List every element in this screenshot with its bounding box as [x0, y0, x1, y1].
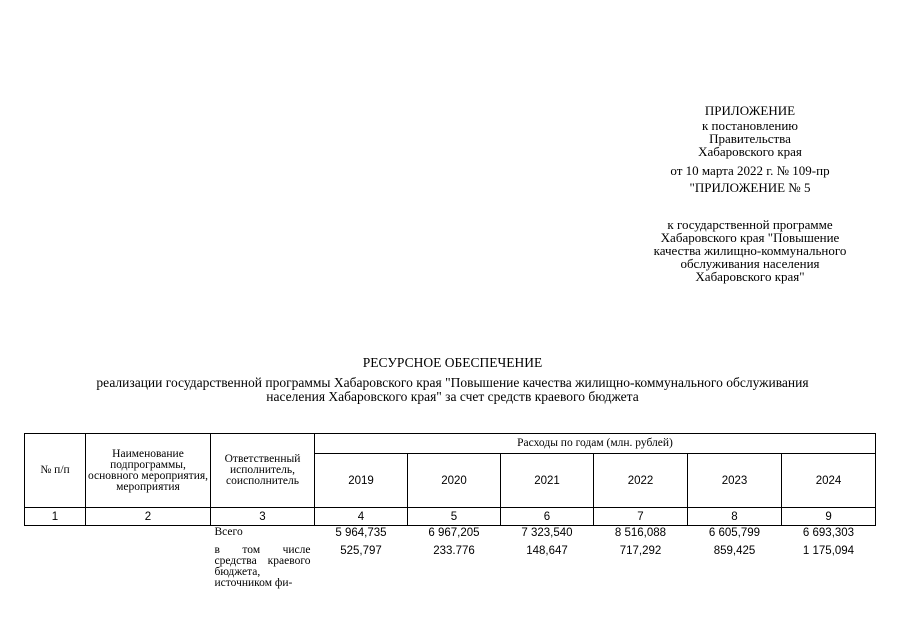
- row-value: 6 605,799: [708, 527, 761, 539]
- row-value: 7 323,540: [521, 527, 573, 539]
- header-row-1: [25, 434, 876, 454]
- row-value: 8 516,088: [614, 527, 667, 539]
- index-cell: 2: [86, 508, 211, 526]
- appendix-program-block: [600, 218, 900, 283]
- document-heading: [40, 356, 865, 404]
- header-name: Наименование подпрограммы, основного мероприятия, мероприятия: [86, 434, 211, 508]
- index-cell: 3: [211, 508, 315, 526]
- row-label: Всего: [214, 526, 243, 538]
- heading-line-1: реализации государственной программы Хабаровского края "Повышение качества жилищно-коммунального обслуживания: [96, 375, 809, 390]
- row-value: 859,425: [713, 544, 756, 557]
- row-value: 6 967,205: [428, 527, 480, 539]
- header-year: 2019: [315, 454, 408, 508]
- index-row: [25, 508, 876, 526]
- header-num: № п/п: [25, 434, 86, 508]
- header-year: 2024: [782, 454, 876, 508]
- appendix-sub-line-2: Хабаровского края "Повышение: [660, 230, 840, 245]
- appendix-sub-line-4: обслуживания населения: [680, 256, 820, 271]
- row-value: 1 175,094: [802, 544, 855, 557]
- row-value: 6 693,303: [802, 527, 855, 539]
- row-value: 525,797: [340, 544, 382, 557]
- row-value: 5 964,735: [335, 527, 387, 539]
- header-year: 2022: [594, 454, 688, 508]
- header-executor: Ответственный исполнитель, соисполнитель: [211, 434, 315, 508]
- row-label: в том числе средства краевого бюджета, источником фи-: [214, 543, 311, 589]
- row-value: 717,292: [619, 544, 662, 557]
- appendix-block: [600, 104, 900, 194]
- index-cell: 9: [782, 508, 876, 526]
- row-num-cell: [25, 544, 86, 596]
- index-cell: 7: [594, 508, 688, 526]
- heading-title: РЕСУРСНОЕ ОБЕСПЕЧЕНИЕ: [362, 355, 543, 370]
- appendix-sub-line-1: к государственной программе: [667, 217, 833, 232]
- appendix-sub-line-5: Хабаровского края": [695, 269, 805, 284]
- resource-table: [24, 433, 876, 596]
- appendix-sub-title: "ПРИЛОЖЕНИЕ № 5: [689, 180, 811, 195]
- heading-line-2: населения Хабаровского края" за счет средств краевого бюджета: [266, 389, 639, 404]
- table-row: [25, 544, 876, 596]
- index-cell: 6: [501, 508, 594, 526]
- row-num-cell: [25, 526, 86, 544]
- appendix-line-1: к постановлению: [701, 118, 799, 133]
- header-year: 2023: [688, 454, 782, 508]
- appendix-title: ПРИЛОЖЕНИЕ: [704, 103, 796, 118]
- header-year: 2020: [408, 454, 501, 508]
- row-value: 148,647: [526, 544, 568, 557]
- table-row: [25, 526, 876, 544]
- index-cell: 1: [25, 508, 86, 526]
- index-cell: 8: [688, 508, 782, 526]
- header-expenses: Расходы по годам (млн. рублей): [315, 434, 876, 454]
- index-cell: 5: [408, 508, 501, 526]
- row-name-cell: [86, 544, 211, 596]
- appendix-date: от 10 марта 2022 г. № 109-пр: [670, 163, 830, 178]
- appendix-sub-line-3: качества жилищно-коммунального: [653, 243, 847, 258]
- header-year: 2021: [501, 454, 594, 508]
- index-cell: 4: [315, 508, 408, 526]
- row-value: 233.776: [433, 544, 475, 557]
- appendix-line-3: Хабаровского края: [698, 144, 802, 159]
- row-name-cell: [86, 526, 211, 544]
- appendix-line-2: Правительства: [709, 131, 791, 146]
